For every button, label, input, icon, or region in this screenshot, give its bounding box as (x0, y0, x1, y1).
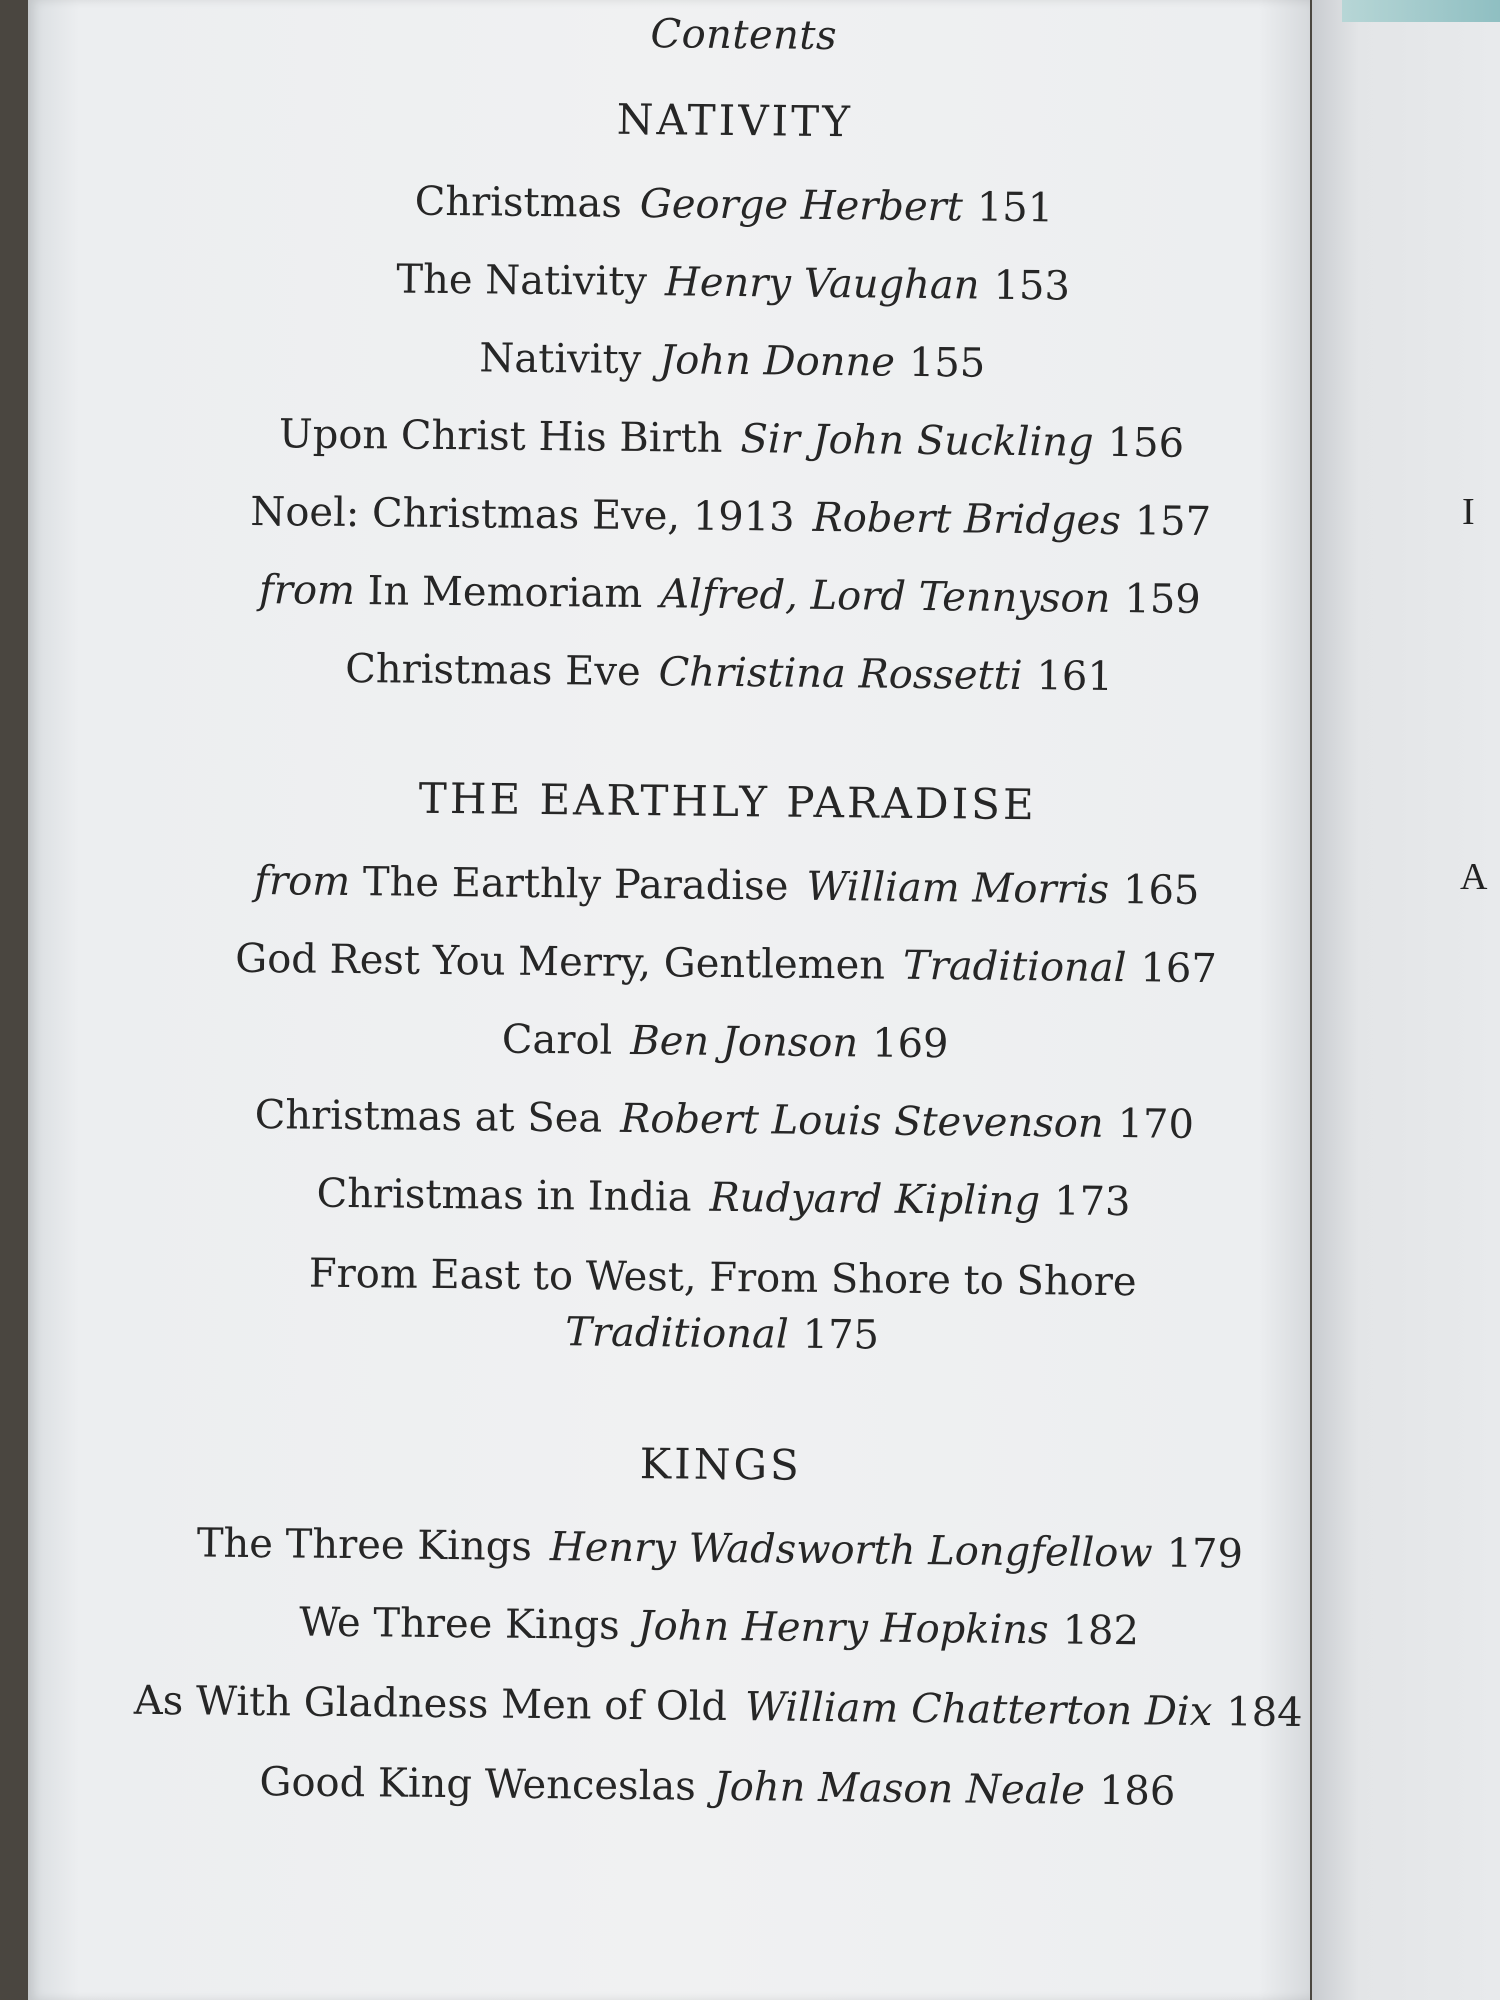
toc-entry (74, 1243, 1371, 1369)
page-number: 170 (1117, 1101, 1195, 1148)
poem-author: George Herbert (639, 181, 964, 231)
poem-title: As With Gladness Men of Old (133, 1677, 728, 1730)
toc-entry (85, 250, 1381, 316)
page-number: 169 (871, 1020, 949, 1068)
facing-page-fragment: A (1460, 856, 1488, 898)
poem-author: John Mason Neale (713, 1763, 1086, 1814)
poem-author: Henry Vaughan (664, 259, 980, 309)
poem-title: Nativity (479, 335, 642, 384)
page-number: 179 (1166, 1530, 1244, 1578)
poem-author: William Morris (806, 863, 1110, 913)
toc-entry (83, 406, 1379, 472)
toc-entry (81, 640, 1377, 706)
poem-title: God Rest You Merry, Gentlemen (235, 935, 886, 989)
page-number: 155 (908, 339, 986, 387)
page-number: 186 (1098, 1767, 1176, 1815)
toc-entry (78, 931, 1374, 997)
page-number: 175 (802, 1311, 880, 1359)
poem-author: William Chatterton Dix (744, 1684, 1213, 1736)
from-prefix: from (254, 858, 351, 906)
poem-title: The Nativity (396, 256, 648, 306)
poem-author: Alfred, Lord Tennyson (660, 571, 1111, 622)
toc-entry (75, 1165, 1371, 1231)
poem-author: John Henry Hopkins (637, 1603, 1049, 1654)
poem-title: Upon Christ His Birth (278, 411, 723, 462)
toc-entry (76, 1087, 1372, 1153)
poem-title: From East to West, From Shore to Shore (308, 1250, 1137, 1306)
toc-entry (86, 172, 1382, 238)
page-number: 182 (1062, 1607, 1140, 1655)
page-number: 184 (1226, 1689, 1303, 1737)
poem-title: The Earthly Paradise (362, 859, 789, 910)
from-prefix: from (258, 567, 356, 615)
page-number: 156 (1107, 419, 1185, 467)
poem-author: Sir John Suckling (740, 416, 1094, 466)
poem-author: Robert Bridges (812, 494, 1121, 545)
poem-author: John Donne (658, 337, 896, 386)
toc-entry (82, 562, 1378, 628)
toc-entry (69, 1754, 1365, 1820)
poem-title: Noel: Christmas Eve, 1913 (250, 488, 795, 541)
toc-entry (79, 853, 1375, 919)
poem-title: Good King Wenceslas (259, 1759, 696, 1810)
poem-title: Christmas in India (316, 1170, 692, 1221)
page-number: 167 (1140, 945, 1218, 993)
poem-author: Rudyard Kipling (709, 1174, 1041, 1225)
page-number: 151 (976, 184, 1054, 232)
section-title: KINGS (639, 1439, 803, 1490)
page-number: 161 (1036, 653, 1114, 700)
toc-entry (82, 484, 1378, 550)
poem-title: In Memoriam (367, 568, 643, 618)
running-head: Contents (650, 11, 838, 60)
toc-entry (77, 1009, 1373, 1075)
toc-entry (72, 1516, 1368, 1582)
page-number: 173 (1053, 1178, 1131, 1226)
poem-title: Christmas Eve (345, 645, 641, 696)
poem-title: We Three Kings (298, 1599, 620, 1649)
poem-author: Henry Wadsworth Longfellow (549, 1524, 1153, 1577)
facing-page-fragment: I (1462, 491, 1475, 533)
poem-title: The Three Kings (196, 1520, 533, 1570)
toc-entry (71, 1594, 1367, 1660)
poem-title: Christmas at Sea (254, 1092, 603, 1142)
poem-title: Carol (501, 1016, 613, 1064)
toc-entry (84, 328, 1380, 394)
page-number: 157 (1134, 498, 1212, 546)
section-title: THE EARTHLY PARADISE (418, 773, 1037, 830)
poem-author: Traditional (902, 942, 1127, 992)
poem-author: Traditional (565, 1309, 789, 1358)
toc-entry (70, 1672, 1367, 1742)
poem-author: Ben Jonson (630, 1017, 859, 1067)
poem-title: Christmas (414, 178, 623, 227)
page-number: 165 (1122, 867, 1200, 914)
page-number: 153 (993, 262, 1071, 310)
poem-author: Christina Rossetti (658, 649, 1023, 700)
table-of-contents (69, 5, 1384, 1845)
section-title: NATIVITY (616, 94, 854, 147)
page-number: 159 (1124, 576, 1201, 623)
poem-author: Robert Louis Stevenson (620, 1095, 1104, 1147)
